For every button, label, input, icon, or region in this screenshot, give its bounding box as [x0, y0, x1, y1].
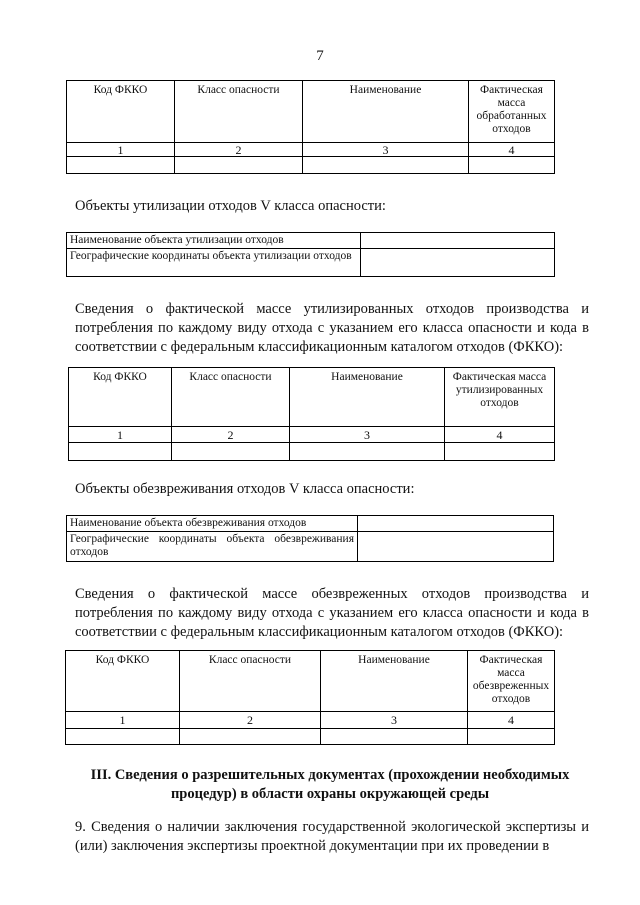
- neutralization-object-coordinates-label: Географические координаты объекта обезвреживания отходов: [67, 532, 358, 562]
- header-actual-mass: Фактическая масса утилизированных отходов: [445, 368, 555, 427]
- empty-cell: [180, 729, 321, 745]
- header-fkko-code: Код ФККО: [66, 651, 180, 712]
- column-number: 1: [69, 427, 172, 443]
- empty-cell: [69, 443, 172, 461]
- header-name: Наименование: [321, 651, 468, 712]
- utilization-objects-heading: Объекты утилизации отходов V класса опасности:: [75, 198, 386, 214]
- neutralized-waste-table: [65, 650, 555, 745]
- column-number: 1: [66, 712, 180, 729]
- empty-cell: [172, 443, 290, 461]
- page-number: 7: [316, 48, 324, 64]
- column-number: 4: [445, 427, 555, 443]
- header-hazard-class: Класс опасности: [172, 368, 290, 427]
- column-number: 1: [67, 143, 175, 157]
- empty-cell: [66, 729, 180, 745]
- header-fkko-code: Код ФККО: [67, 81, 175, 143]
- header-fkko-code: Код ФККО: [69, 368, 172, 427]
- column-number: 3: [290, 427, 445, 443]
- utilized-waste-table: [68, 367, 555, 461]
- utilization-object-name-label: Наименование объекта утилизации отходов: [67, 233, 361, 249]
- neutralization-objects-table: [66, 515, 554, 562]
- value-cell: [358, 532, 554, 562]
- value-cell: [361, 249, 555, 277]
- column-number: 2: [172, 427, 290, 443]
- value-cell: [358, 516, 554, 532]
- column-number: 2: [175, 143, 303, 157]
- neutralized-waste-paragraph: Сведения о фактической массе обезвреженных отходов производства и потребления по каждому виду отхода с указанием его класса опасности и кода в соответствии с федеральным классификационным каталогом отходов (ФККО):: [75, 586, 589, 640]
- header-hazard-class: Класс опасности: [175, 81, 303, 143]
- processed-waste-table: [66, 80, 555, 174]
- header-name: Наименование: [303, 81, 469, 143]
- empty-cell: [445, 443, 555, 461]
- column-number: 3: [321, 712, 468, 729]
- value-cell: [361, 233, 555, 249]
- header-actual-mass: Фактическая масса обработанных отходов: [469, 81, 555, 143]
- empty-cell: [67, 157, 175, 174]
- column-number: 3: [303, 143, 469, 157]
- column-number: 2: [180, 712, 321, 729]
- neutralization-object-name-label: Наименование объекта обезвреживания отходов: [67, 516, 358, 532]
- header-actual-mass: Фактическая масса обезвреженных отходов: [468, 651, 555, 712]
- empty-cell: [468, 729, 555, 745]
- empty-cell: [290, 443, 445, 461]
- neutralization-objects-heading: Объекты обезвреживания отходов V класса опасности:: [75, 481, 415, 497]
- empty-cell: [321, 729, 468, 745]
- column-number: 4: [468, 712, 555, 729]
- utilized-waste-paragraph: Сведения о фактической массе утилизированных отходов производства и потребления по каждому виду отхода с указанием его класса опасности и кода в соответствии с федеральным классификационным каталогом отходов (ФККО):: [75, 301, 589, 355]
- column-number: 4: [469, 143, 555, 157]
- empty-cell: [303, 157, 469, 174]
- header-name: Наименование: [290, 368, 445, 427]
- utilization-objects-table: [66, 232, 555, 277]
- paragraph-9: 9. Сведения о наличии заключения государственной экологической экспертизы и (или) заключения экспертизы проектной документации при их проведении в: [75, 819, 589, 854]
- empty-cell: [175, 157, 303, 174]
- section-title: III. Сведения о разрешительных документах (прохождении необходимых процедур) в области охраны окружающей среды: [90, 767, 570, 802]
- header-hazard-class: Класс опасности: [180, 651, 321, 712]
- empty-cell: [469, 157, 555, 174]
- utilization-object-coordinates-label: Географические координаты объекта утилизации отходов: [67, 249, 361, 277]
